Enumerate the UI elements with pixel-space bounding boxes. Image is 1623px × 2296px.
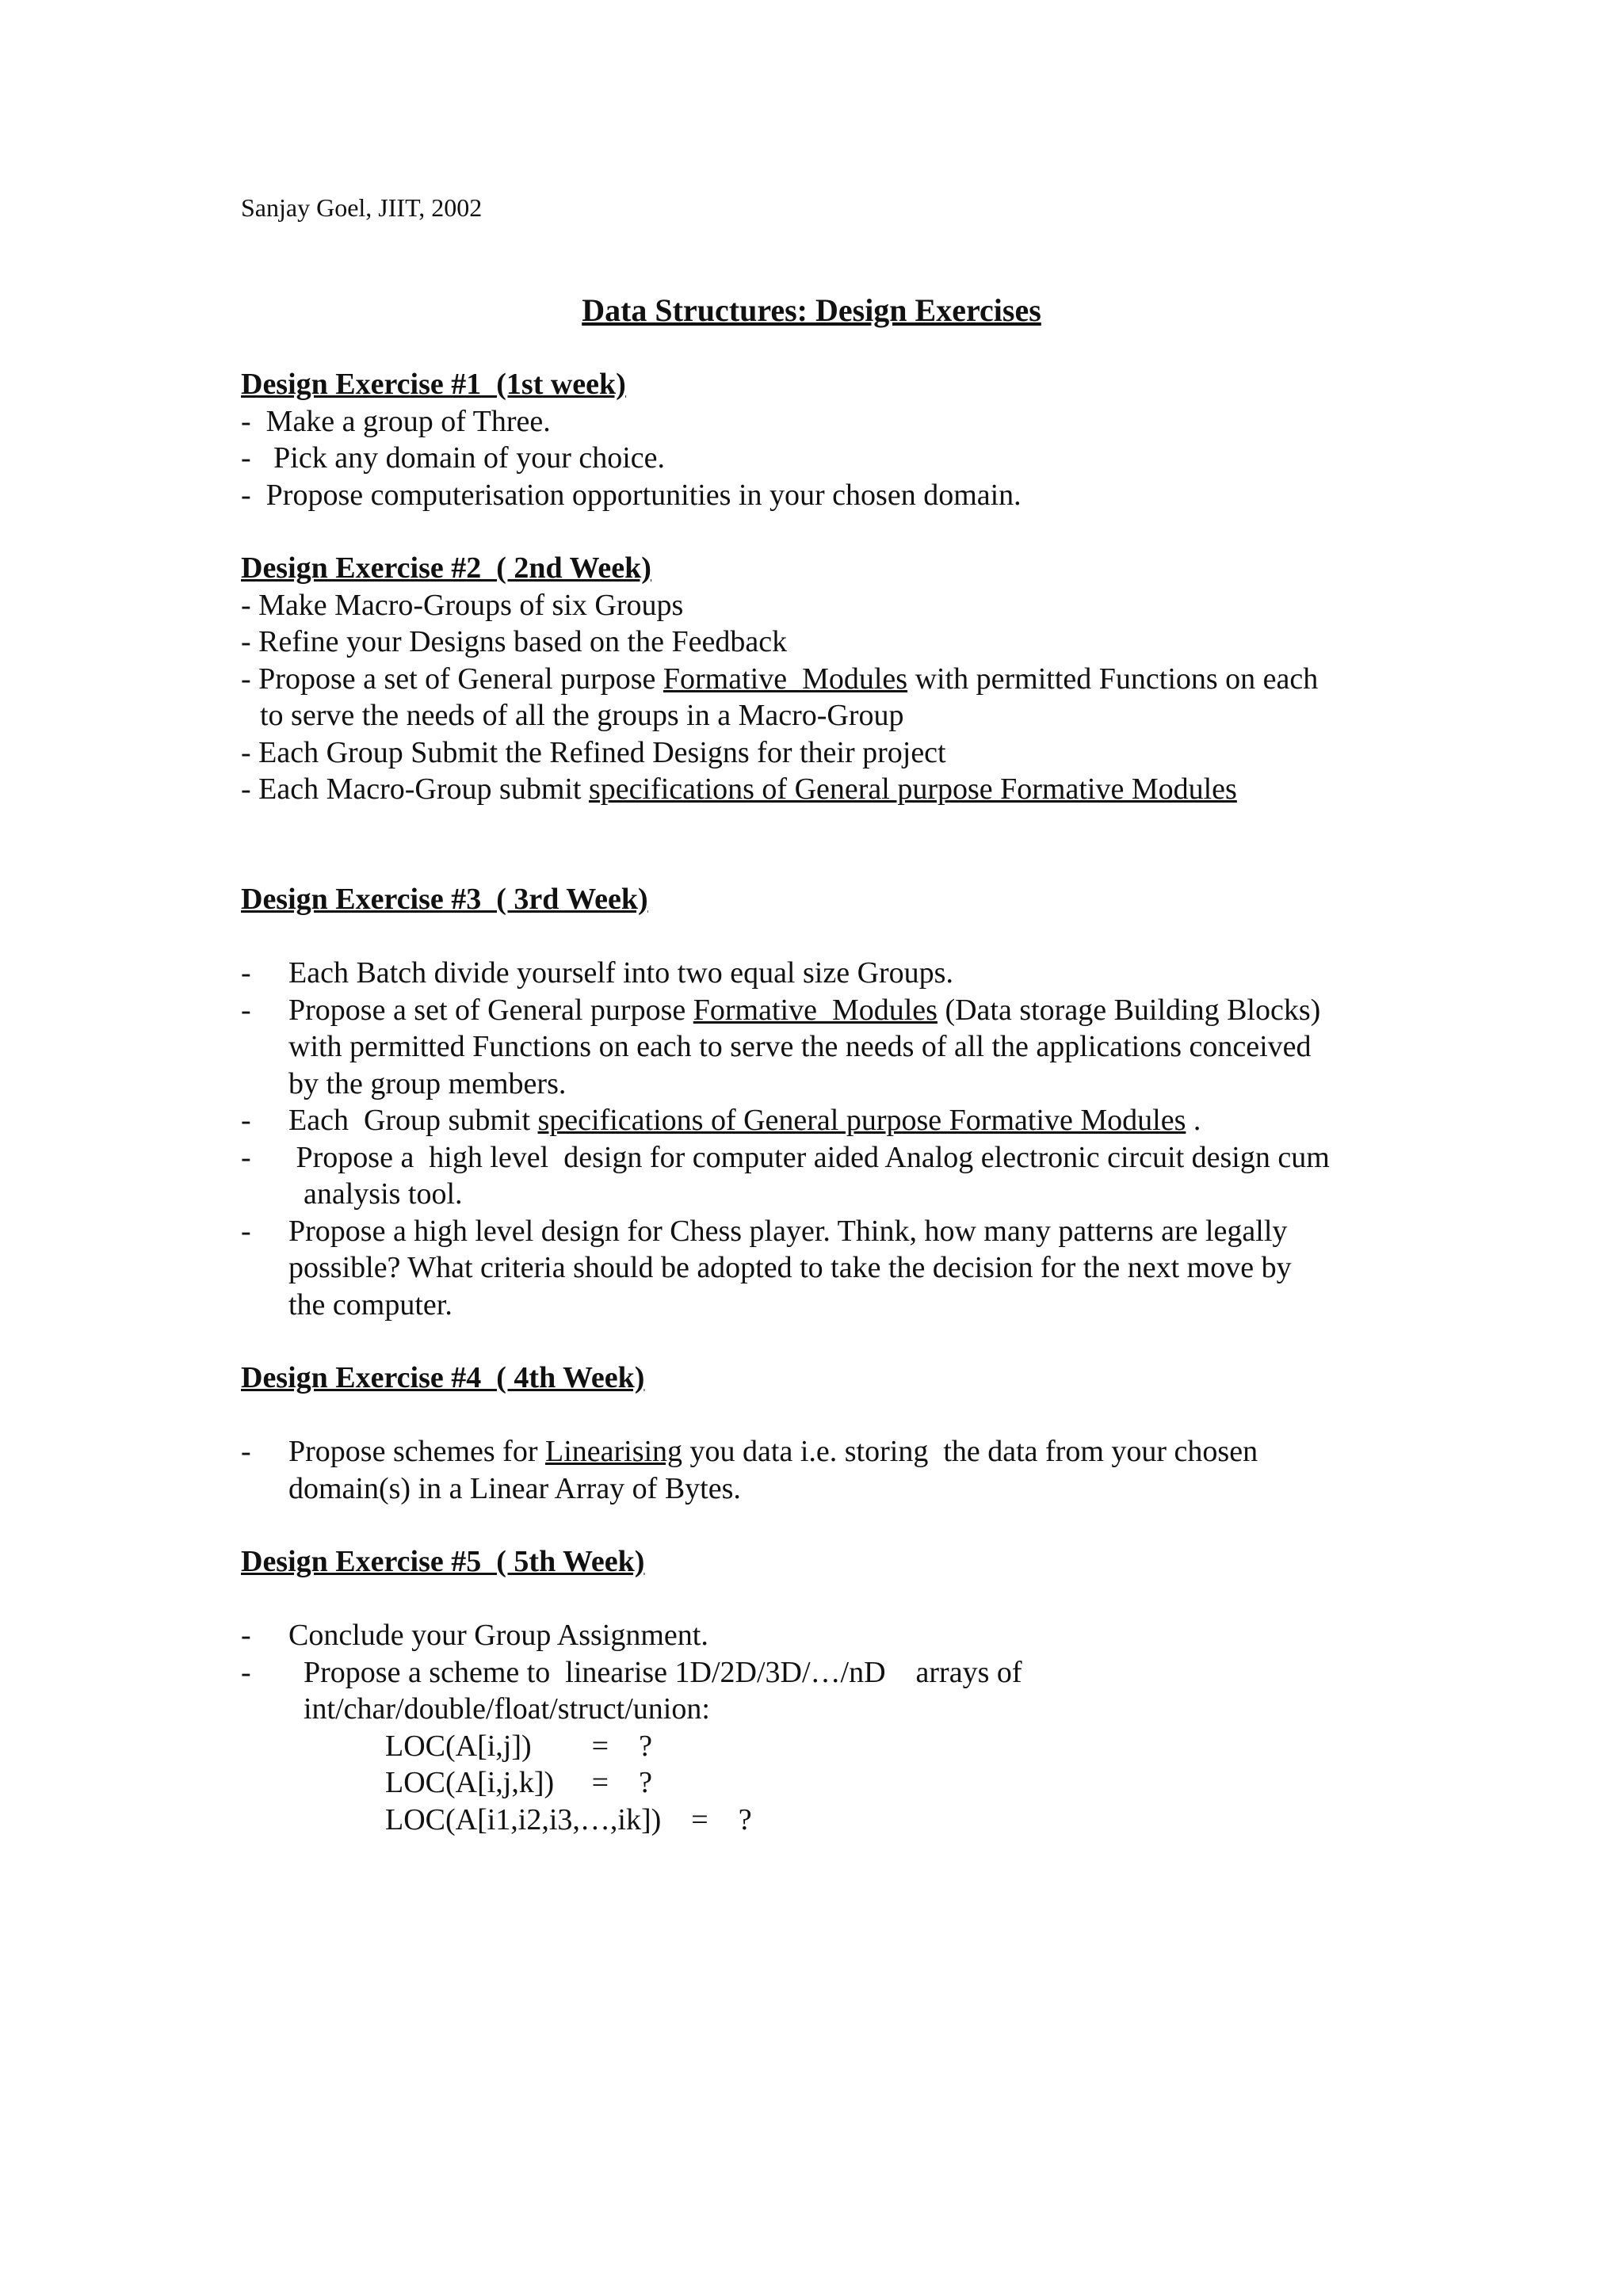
bullet-dash: - (241, 993, 251, 1027)
exercise-3-heading: Design Exercise #3 ( 3rd Week) (241, 883, 648, 916)
formative-modules-link: Formative Modules (693, 993, 938, 1027)
item-text: analysis tool. (288, 1177, 463, 1211)
bullet-dash: - (241, 1655, 251, 1689)
exercise-4-item (241, 1433, 1430, 1507)
exercise-5-item (241, 1617, 1430, 1654)
document-title: Data Structures: Design Exercises (582, 292, 1041, 328)
item-text: - Propose a set of General purpose (241, 662, 663, 696)
exercise-3-section (241, 881, 1430, 1323)
item-text: by the group members. (288, 1066, 567, 1100)
exercise-1-item: - Make a group of Three. (241, 404, 551, 438)
exercise-2-item (241, 661, 1430, 698)
bullet-dash: - (241, 1619, 251, 1652)
item-text: Propose a high level design for Chess player. Think, how many patterns are legally (288, 1214, 1288, 1248)
loc-formula: LOC(A[i,j]) = ? (385, 1729, 652, 1763)
bullet-dash: - (241, 1140, 251, 1174)
item-text: Propose a high level design for computer aided Analog electronic circuit design cum (288, 1140, 1330, 1174)
item-text: Propose schemes for (288, 1435, 545, 1468)
exercise-2-item: - Each Group Submit the Refined Designs for their project (241, 735, 946, 769)
exercise-3-item (241, 1213, 1430, 1324)
bullet-dash: - (241, 1104, 251, 1137)
item-text: domain(s) in a Linear Array of Bytes. (288, 1471, 741, 1505)
item-text (288, 1433, 1430, 1470)
item-text: with permitted Functions on each (907, 662, 1319, 696)
exercise-5-item (241, 1654, 1430, 1839)
exercise-2-item-continuation: to serve the needs of all the groups in a Macro-Group (260, 699, 904, 732)
exercise-2-section (241, 550, 1430, 808)
item-text: - Each Macro-Group submit (241, 772, 589, 806)
author-line: Sanjay Goel, JIIT, 2002 (241, 193, 483, 222)
item-text (288, 1102, 1430, 1139)
exercise-5-heading: Design Exercise #5 ( 5th Week) (241, 1545, 645, 1578)
item-text: Conclude your Group Assignment. (288, 1619, 708, 1652)
exercise-4-heading: Design Exercise #4 ( 4th Week) (241, 1361, 645, 1394)
loc-formula: LOC(A[i1,i2,i3,…,ik]) = ? (385, 1802, 752, 1836)
exercise-2-item (241, 771, 1430, 808)
item-text: . (1186, 1104, 1201, 1137)
exercise-3-item (241, 992, 1430, 1103)
exercise-2-item: - Refine your Designs based on the Feedback (241, 625, 788, 658)
formative-modules-link: Formative Modules (663, 662, 908, 696)
item-text: Each Batch divide yourself into two equal size Groups. (288, 956, 953, 990)
exercise-1-item: - Pick any domain of your choice. (241, 441, 666, 475)
item-text: Propose a scheme to linearise 1D/2D/3D/…/nD arrays of (288, 1655, 1022, 1689)
item-text: Propose a set of General purpose (288, 993, 693, 1027)
bullet-dash: - (241, 956, 251, 990)
exercise-3-item (241, 955, 1430, 992)
bullet-dash: - (241, 1435, 251, 1468)
exercise-3-item (241, 1102, 1430, 1139)
item-text: you data i.e. storing the data from your chosen (682, 1435, 1258, 1468)
item-text: possible? What criteria should be adopted to take the decision for the next move by (288, 1251, 1292, 1284)
linearising-link: Linearising (544, 1435, 683, 1468)
exercise-1-item: - Propose computerisation opportunities in your chosen domain. (241, 478, 1022, 512)
exercise-5-section (241, 1543, 1430, 1838)
exercise-2-item: - Make Macro-Groups of six Groups (241, 588, 684, 622)
exercise-3-item (241, 1139, 1430, 1213)
exercise-2-heading: Design Exercise #2 ( 2nd Week) (241, 551, 651, 585)
specifications-link: specifications of General purpose Formative Modules (537, 1104, 1186, 1137)
exercise-1-section (241, 366, 1430, 513)
item-text: Each Group submit (288, 1104, 538, 1137)
loc-formula: LOC(A[i,j,k]) = ? (385, 1766, 652, 1799)
item-text: with permitted Functions on each to serve the needs of all the applications conceived (288, 1030, 1312, 1063)
item-text (288, 992, 1430, 1029)
item-text: the computer. (288, 1287, 453, 1322)
specifications-link: specifications of General purpose Formative Modules (589, 772, 1237, 806)
bullet-dash: - (241, 1214, 251, 1248)
item-text: int/char/double/float/struct/union: (288, 1692, 710, 1726)
exercise-1-heading: Design Exercise #1 (1st week) (241, 368, 626, 401)
item-text: (Data storage Building Blocks) (937, 993, 1321, 1027)
exercise-4-section (241, 1360, 1430, 1507)
